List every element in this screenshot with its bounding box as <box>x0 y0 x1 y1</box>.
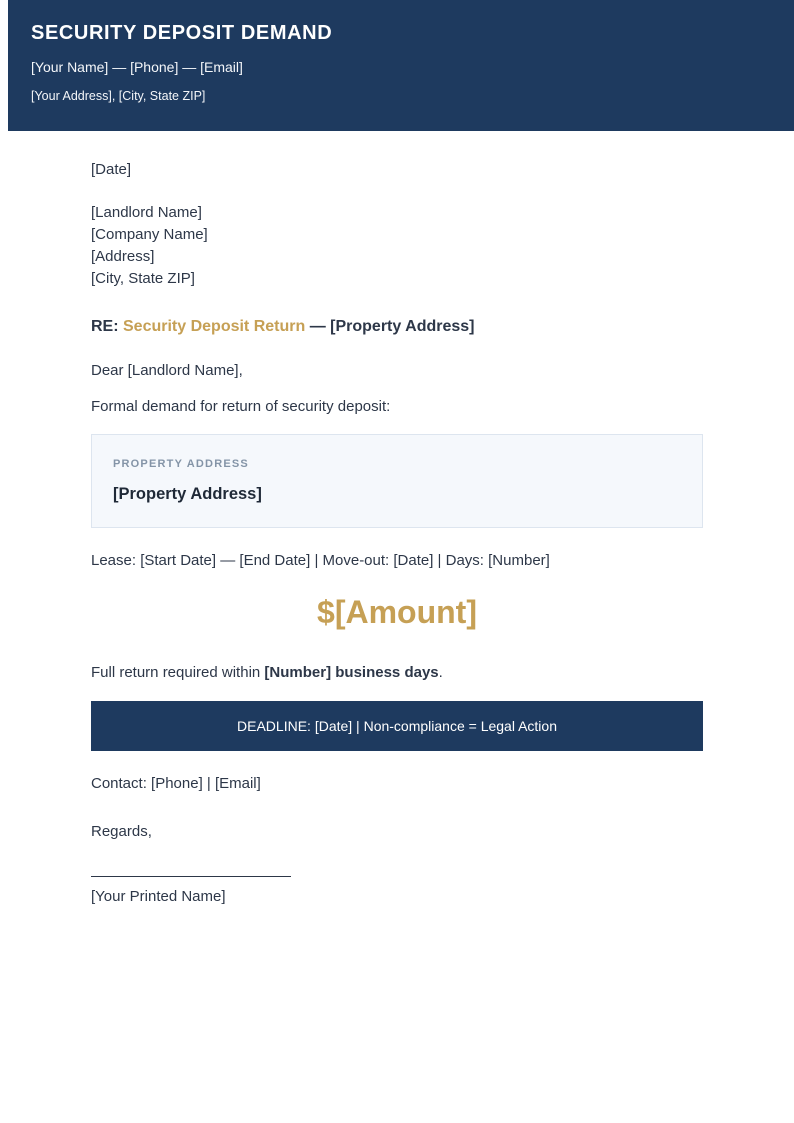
date-line: [Date] <box>91 161 132 178</box>
return-prefix: Full return required within <box>91 664 265 681</box>
printed-name: [Your Printed Name] <box>91 888 226 905</box>
re-suffix: — [Property Address] <box>305 318 475 335</box>
sender-address-line: [Your Address], [City, State ZIP] <box>31 89 206 103</box>
deadline-text: DEADLINE: [Date] | Non-compliance = Legal Action <box>237 718 557 734</box>
signature-line <box>91 876 291 877</box>
letterhead <box>8 0 794 131</box>
lease-details-line: Lease: [Start Date] — [End Date] | Move-out: [Date] | Days: [Number] <box>91 552 550 569</box>
deposit-amount: $[Amount] <box>317 594 477 630</box>
re-prefix: RE: <box>91 318 123 335</box>
recipient-city-state-zip: [City, State ZIP] <box>91 270 195 287</box>
re-subject-line <box>91 315 703 339</box>
property-address-box <box>91 434 703 528</box>
property-box-value: [Property Address] <box>113 485 262 503</box>
recipient-address: [Address] <box>91 248 155 265</box>
return-demand-line <box>91 662 703 684</box>
recipient-name: [Landlord Name] <box>91 204 202 221</box>
document-title: SECURITY DEPOSIT DEMAND <box>31 22 333 44</box>
recipient-block <box>91 202 703 290</box>
letter-body <box>0 131 794 908</box>
salutation: Dear [Landlord Name], <box>91 362 243 379</box>
re-highlight: Security Deposit Return <box>123 318 306 335</box>
contact-info-line: Contact: [Phone] | [Email] <box>91 775 261 792</box>
intro-line: Formal demand for return of security deposit: <box>91 398 391 415</box>
return-bold: [Number] business days <box>264 664 439 681</box>
deadline-banner <box>91 701 703 751</box>
sender-contact-line: [Your Name] — [Phone] — [Email] <box>31 59 243 75</box>
closing-line: Regards, <box>91 823 152 840</box>
property-box-label: PROPERTY ADDRESS <box>113 458 249 470</box>
recipient-company: [Company Name] <box>91 226 208 243</box>
return-suffix: . <box>438 664 443 681</box>
